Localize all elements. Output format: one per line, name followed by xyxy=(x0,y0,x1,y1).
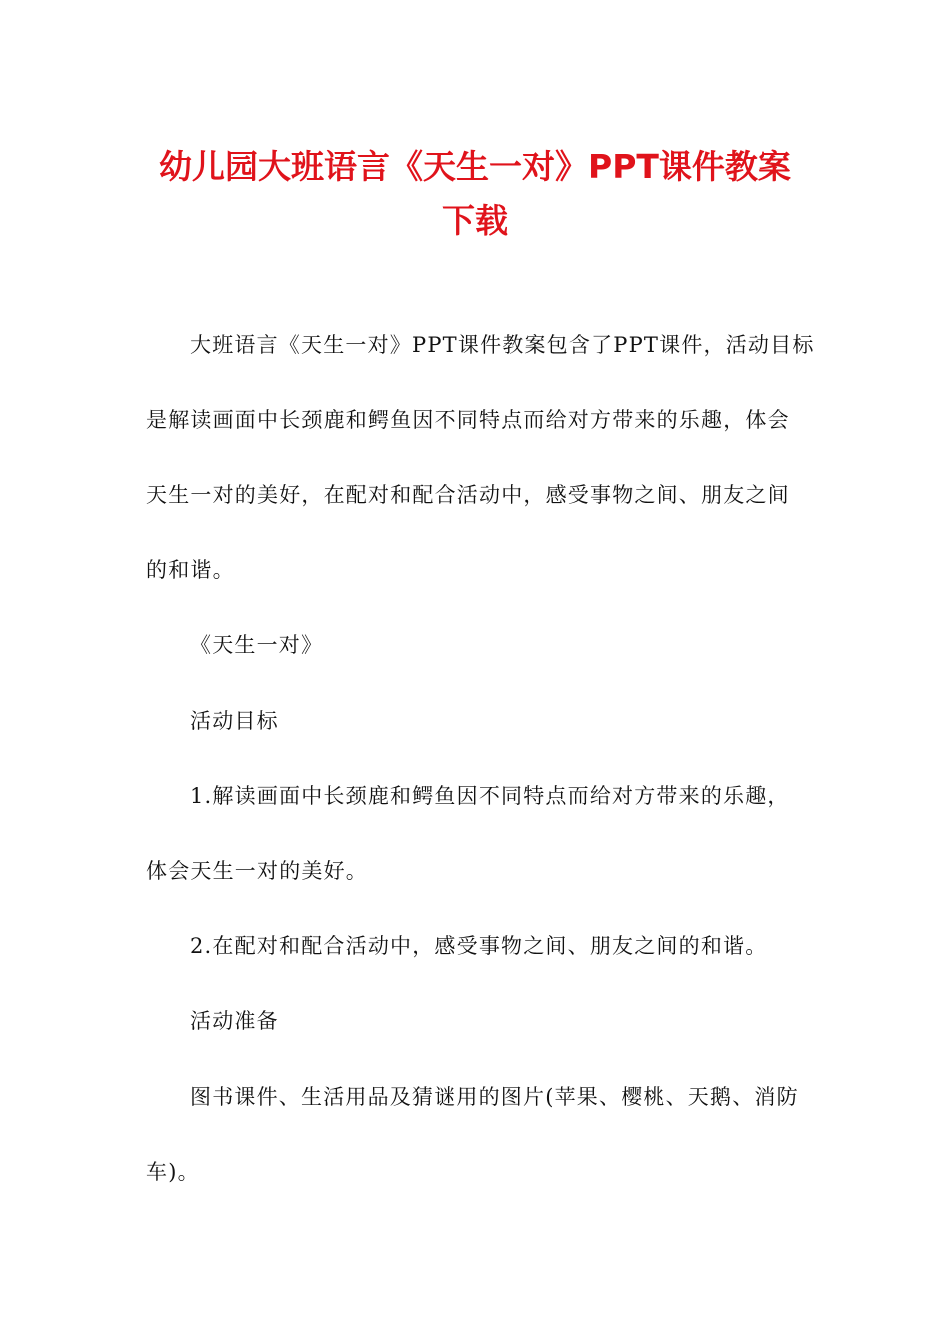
body-line-3: 天生一对的美好，在配对和配合活动中，感受事物之间、朋友之间 xyxy=(146,483,790,507)
goal-item-1: 1.解读画面中长颈鹿和鳄鱼因不同特点而给对方带来的乐趣， xyxy=(190,784,790,808)
body-line-2: 是解读画面中长颈鹿和鳄鱼因不同特点而给对方带来的乐趣，体会 xyxy=(146,408,790,432)
goal-item-2: 2.在配对和配合活动中，感受事物之间、朋友之间的和谐。 xyxy=(190,934,768,958)
title-line-2: 下载 xyxy=(442,201,508,240)
goal-item-1-cont: 体会天生一对的美好。 xyxy=(146,859,368,883)
document-title xyxy=(120,140,830,248)
body-line-1: 大班语言《天生一对》PPT课件教案包含了PPT课件，活动目标 xyxy=(190,333,815,357)
body-line-5: 《天生一对》 xyxy=(190,633,324,657)
section-heading-prep: 活动准备 xyxy=(190,1009,279,1033)
title-line-1: 幼儿园大班语言《天生一对》PPT课件教案 xyxy=(159,147,791,186)
section-heading-goals: 活动目标 xyxy=(190,709,279,733)
prep-line-2: 车)。 xyxy=(146,1160,200,1184)
prep-line-1: 图书课件、生活用品及猜谜用的图片(苹果、樱桃、天鹅、消防 xyxy=(190,1085,799,1109)
body-line-4: 的和谐。 xyxy=(146,558,235,582)
